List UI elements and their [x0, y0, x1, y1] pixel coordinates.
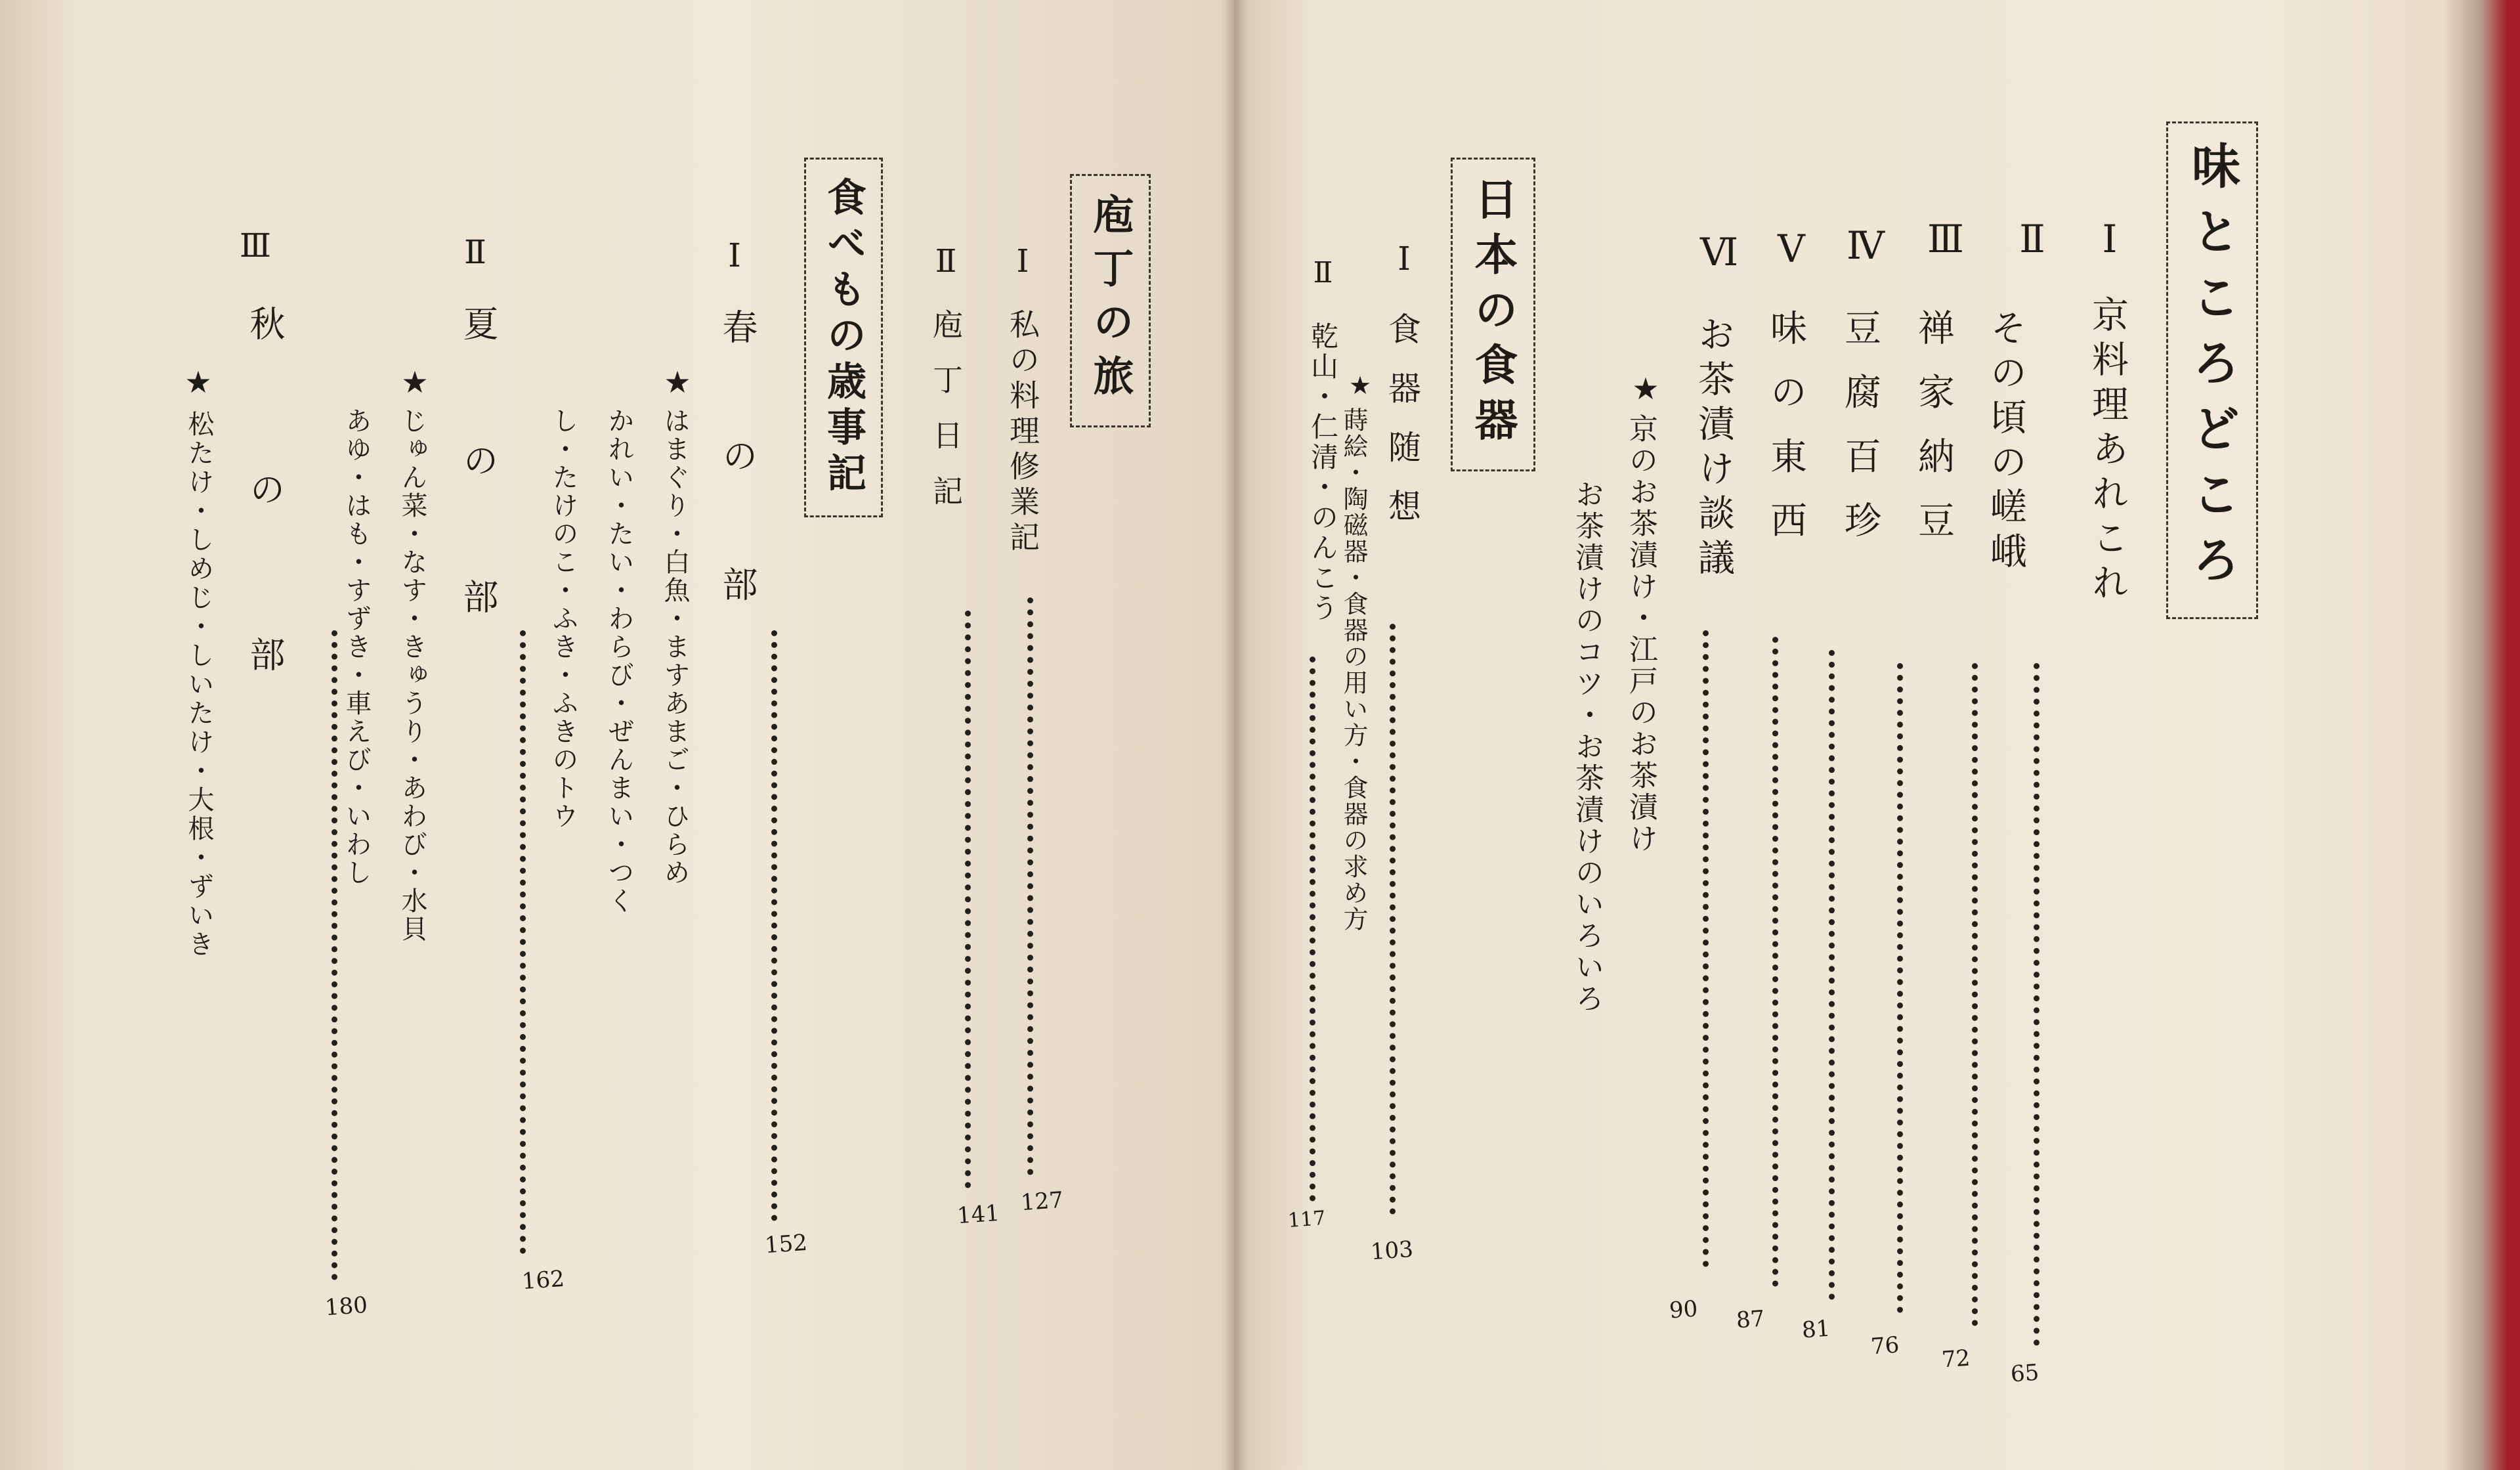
item-num: Ⅰ: [1385, 240, 1423, 278]
section-title-hocho: 庖丁の旅: [1070, 174, 1151, 427]
page-number: 141: [956, 1200, 1001, 1230]
item-title: 豆 腐 百 珍: [1839, 309, 1881, 546]
item-num: Ⅳ: [1843, 223, 1888, 268]
page-number: 162: [521, 1265, 566, 1295]
star-icon: ★: [397, 364, 433, 400]
leader-dots: [1772, 637, 1778, 1287]
leader-dots: [2034, 663, 2039, 1346]
section-title-aji: 味ところどころ: [2166, 121, 2258, 619]
leader-dots: [771, 630, 777, 1221]
page-number: 127: [1019, 1186, 1065, 1217]
page-number: 117: [1287, 1207, 1327, 1232]
item-title: その頃の嵯峨: [1984, 309, 2027, 576]
item-num: Ⅰ: [2087, 217, 2132, 261]
item-num: Ⅰ: [715, 236, 754, 274]
page-number: 180: [324, 1291, 369, 1322]
sub-entries: かれい・たい・わらび・ぜんまい・つく: [604, 407, 634, 915]
item-num: Ⅱ: [1306, 256, 1340, 290]
item-num: Ⅱ: [928, 243, 964, 280]
item-num: Ⅰ: [1004, 243, 1041, 280]
page-number: 103: [1369, 1236, 1415, 1266]
section-title-shokki: 日本の食器: [1451, 158, 1535, 471]
page-number: 90: [1668, 1295, 1699, 1324]
item-num: Ⅲ: [236, 227, 274, 265]
section-title-saijiki: 食べもの歳事記: [804, 158, 883, 517]
item-num: Ⅲ: [1923, 217, 1968, 261]
sub-entries: じゅん菜・なす・きゅうり・あわび・水貝: [397, 407, 427, 943]
sub-entries: し・たけのこ・ふき・ふきのトウ: [548, 407, 578, 831]
page-number: 87: [1735, 1305, 1766, 1334]
item-title: 食 器 随 想: [1383, 312, 1421, 530]
sub-entries: 京のお茶漬け・江戸のお茶漬け: [1624, 414, 1657, 855]
right-page: [1234, 0, 2520, 1470]
page-number: 72: [1940, 1345, 1971, 1373]
item-title: 春 の 部: [717, 309, 758, 630]
page-number: 152: [763, 1229, 809, 1259]
leader-dots: [520, 630, 526, 1254]
page-number: 81: [1801, 1315, 1831, 1344]
leader-dots: [1390, 624, 1396, 1215]
item-title: 乾山・仁清・のんこう: [1307, 322, 1339, 624]
sub-entries: あゆ・はも・すずき・車えび・いわし: [341, 407, 372, 887]
leader-dots: [965, 611, 971, 1188]
sub-entries: はまぐり・白魚・ますあまご・ひらめ: [660, 407, 690, 887]
leader-dots: [1703, 630, 1709, 1267]
leader-dots: [1310, 657, 1315, 1201]
sub-entries: お茶漬けのコツ・お茶漬けのいろいろ: [1570, 479, 1604, 1015]
sub-entries: 蒔絵・陶磁器・食器の用い方・食器の求め方: [1339, 407, 1368, 932]
star-icon: ★: [1628, 371, 1663, 406]
star-icon: ★: [660, 364, 695, 400]
sub-entries: 松たけ・しめじ・しいたけ・大根・ずいき: [184, 410, 214, 959]
item-title: 庖 丁 日 記: [928, 309, 964, 513]
item-title: お茶漬け談議: [1692, 315, 1735, 583]
item-num: Ⅴ: [1769, 227, 1814, 271]
page-number: 76: [1869, 1331, 1900, 1360]
leader-dots: [1829, 650, 1835, 1300]
item-title: 禅 家 納 豆: [1912, 309, 1955, 546]
star-icon: ★: [181, 364, 216, 400]
item-num: Ⅵ: [1697, 230, 1741, 274]
item-num: Ⅱ: [456, 233, 494, 271]
item-title: 私の料理修業記: [1005, 309, 1040, 557]
leader-dots: [1027, 597, 1033, 1175]
book-gutter: [1221, 0, 1249, 1470]
item-num: Ⅱ: [2010, 217, 2055, 261]
star-icon: ★: [1346, 371, 1375, 400]
leader-dots: [1972, 663, 1978, 1326]
item-title: 京料理あれこれ: [2086, 295, 2129, 608]
page-number: 65: [2009, 1359, 2040, 1388]
item-title: 味 の 東 西: [1764, 309, 1807, 546]
item-title: 夏 の 部: [458, 305, 499, 647]
leader-dots: [1897, 663, 1903, 1313]
item-title: 秋 の 部: [244, 305, 286, 719]
leader-dots: [331, 630, 337, 1280]
